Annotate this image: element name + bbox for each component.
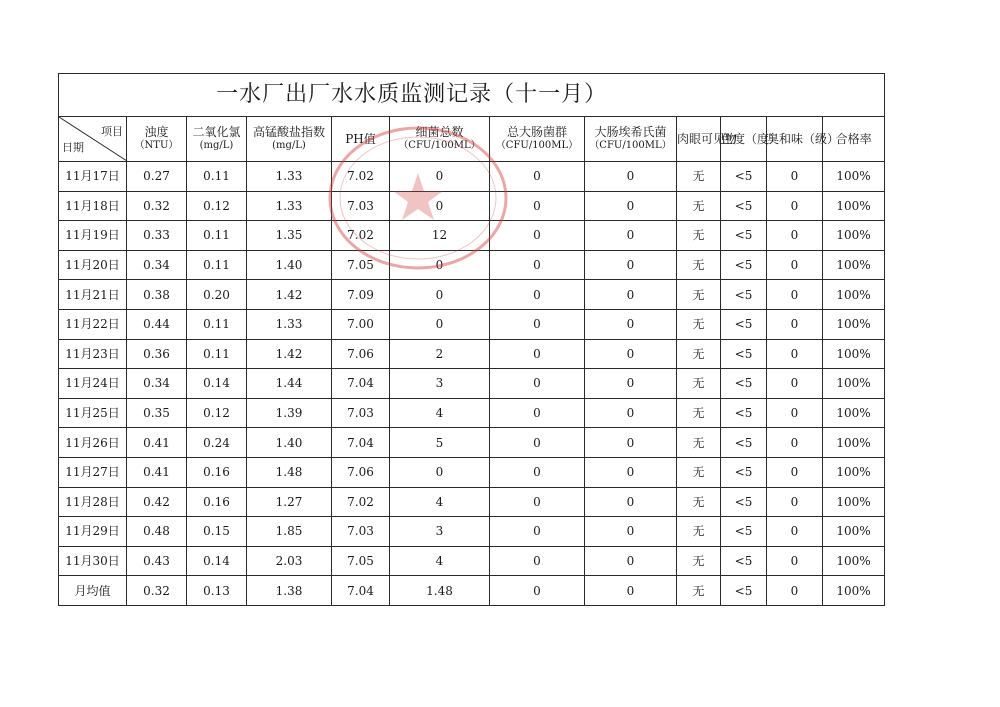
- table-row: [59, 517, 885, 547]
- table-row: [59, 546, 885, 576]
- table-cell: 4: [390, 398, 490, 428]
- table-cell: 0: [490, 428, 585, 458]
- table-cell: 0: [767, 457, 823, 487]
- table-cell: 0: [767, 162, 823, 192]
- table-cell: 0: [390, 250, 490, 280]
- water-quality-record-sheet: [58, 73, 884, 606]
- table-cell: <5: [721, 546, 767, 576]
- table-cell: 无: [677, 517, 721, 547]
- table-cell: 0.12: [187, 398, 247, 428]
- table-cell: 100%: [823, 250, 885, 280]
- column-header-unit: (mg/L): [272, 140, 306, 151]
- table-row: [59, 457, 885, 487]
- table-cell: 100%: [823, 457, 885, 487]
- column-header-unit: （NTU）: [134, 140, 179, 151]
- table-row: [59, 369, 885, 399]
- table-cell: 0: [585, 339, 677, 369]
- column-header-label: 细菌总数: [415, 125, 464, 139]
- table-cell: 无: [677, 280, 721, 310]
- column-header: [187, 117, 247, 162]
- table-cell: 0.14: [187, 546, 247, 576]
- column-header-label: 浊度: [144, 125, 169, 139]
- table-cell: 0: [767, 221, 823, 251]
- row-date-cell: 11月23日: [59, 339, 127, 369]
- column-header-unit: （CFU/100ML）: [398, 140, 481, 151]
- row-date-cell: 11月21日: [59, 280, 127, 310]
- corner-label-date: 日期: [62, 141, 84, 154]
- table-cell: 0: [767, 517, 823, 547]
- column-header: [677, 117, 738, 162]
- table-cell: 7.04: [332, 369, 390, 399]
- table-cell: 0: [585, 280, 677, 310]
- row-date-cell: 11月19日: [59, 221, 127, 251]
- table-cell: 100%: [823, 576, 885, 606]
- table-cell: 0: [390, 162, 490, 192]
- table-cell: 7.05: [332, 250, 390, 280]
- header-row: [59, 117, 885, 162]
- table-cell: 0: [490, 309, 585, 339]
- table-cell: 无: [677, 339, 721, 369]
- page-title: [59, 74, 885, 117]
- table-cell: 0: [767, 280, 823, 310]
- table-cell: 100%: [823, 428, 885, 458]
- table-cell: 0.15: [187, 517, 247, 547]
- table-cell: 0.20: [187, 280, 247, 310]
- table-cell: 7.04: [332, 428, 390, 458]
- table-cell: 0.11: [187, 309, 247, 339]
- table-row: [59, 162, 885, 192]
- table-cell: <5: [721, 487, 767, 517]
- table-cell: 0: [585, 369, 677, 399]
- table-cell: 0: [490, 546, 585, 576]
- table-cell: 无: [677, 250, 721, 280]
- table-cell: 无: [677, 221, 721, 251]
- table-cell: 0: [490, 339, 585, 369]
- table-cell: 0: [585, 309, 677, 339]
- row-date-cell: 11月22日: [59, 309, 127, 339]
- table-cell: 100%: [823, 398, 885, 428]
- table-cell: 0: [490, 398, 585, 428]
- table-cell: 2.03: [247, 546, 332, 576]
- table-cell: <5: [721, 250, 767, 280]
- table-cell: 无: [677, 369, 721, 399]
- table-cell: <5: [721, 576, 767, 606]
- table-cell: 0: [390, 309, 490, 339]
- column-header: [390, 117, 490, 162]
- table-cell: 0: [490, 457, 585, 487]
- table-cell: 0: [585, 428, 677, 458]
- table-cell: 1.38: [247, 576, 332, 606]
- table-cell: 0.48: [127, 517, 187, 547]
- table-cell: 无: [677, 546, 721, 576]
- row-date-cell: 11月20日: [59, 250, 127, 280]
- table-cell: 1.44: [247, 369, 332, 399]
- table-cell: 0.24: [187, 428, 247, 458]
- table-cell: 0: [390, 457, 490, 487]
- table-cell: 7.09: [332, 280, 390, 310]
- column-header-label: 总大肠菌群: [506, 125, 567, 139]
- table-cell: 0: [490, 191, 585, 221]
- row-date-cell: 11月26日: [59, 428, 127, 458]
- table-cell: 0.32: [127, 191, 187, 221]
- table-cell: 0: [767, 546, 823, 576]
- column-header-label: 大肠埃希氏菌: [594, 125, 667, 139]
- column-header-label: 色度（度）: [721, 132, 782, 146]
- table-cell: 0.41: [127, 457, 187, 487]
- table-cell: 100%: [823, 517, 885, 547]
- table-cell: 0: [767, 191, 823, 221]
- table-cell: 1.48: [247, 457, 332, 487]
- table-cell: 无: [677, 487, 721, 517]
- table-cell: 0.16: [187, 487, 247, 517]
- table-cell: 100%: [823, 309, 885, 339]
- table-cell: 0: [490, 162, 585, 192]
- table-cell: 0: [490, 517, 585, 547]
- table-cell: <5: [721, 221, 767, 251]
- table-cell: 0: [767, 339, 823, 369]
- table-cell: 7.06: [332, 339, 390, 369]
- table-cell: 0: [767, 369, 823, 399]
- table-cell: 2: [390, 339, 490, 369]
- table-cell: 0.44: [127, 309, 187, 339]
- table-row: [59, 309, 885, 339]
- title-text: 一水厂出厂水水质监测记录（十一月）: [216, 82, 608, 107]
- table-cell: 7.03: [332, 398, 390, 428]
- column-header-label: 二氧化氯: [192, 125, 241, 139]
- table-cell: 100%: [823, 191, 885, 221]
- column-header: [721, 117, 782, 162]
- table-cell: 0: [767, 487, 823, 517]
- column-header: [247, 117, 332, 162]
- row-date-cell: 11月30日: [59, 546, 127, 576]
- table-cell: 0.42: [127, 487, 187, 517]
- table-row: [59, 398, 885, 428]
- table-cell: <5: [721, 339, 767, 369]
- table-cell: 100%: [823, 280, 885, 310]
- table-cell: 0.11: [187, 339, 247, 369]
- table-cell: 1.35: [247, 221, 332, 251]
- table-row: [59, 339, 885, 369]
- table-cell: 0: [585, 162, 677, 192]
- table-cell: 0.27: [127, 162, 187, 192]
- table-cell: 无: [677, 309, 721, 339]
- table-cell: <5: [721, 457, 767, 487]
- table-cell: 0: [767, 398, 823, 428]
- table-cell: <5: [721, 280, 767, 310]
- row-date-cell: 11月17日: [59, 162, 127, 192]
- table-cell: 0: [585, 250, 677, 280]
- table-cell: 100%: [823, 221, 885, 251]
- table-cell: 0.41: [127, 428, 187, 458]
- table-cell: 0.34: [127, 250, 187, 280]
- table-cell: 5: [390, 428, 490, 458]
- row-date-cell: 11月18日: [59, 191, 127, 221]
- monthly-average-row: [59, 576, 885, 606]
- table-cell: 12: [390, 221, 490, 251]
- table-row: [59, 250, 885, 280]
- table-cell: 4: [390, 546, 490, 576]
- table-cell: 0: [767, 576, 823, 606]
- table-cell: 7.03: [332, 517, 390, 547]
- table-cell: 0.34: [127, 369, 187, 399]
- table-cell: 0: [490, 280, 585, 310]
- table-cell: 0.43: [127, 546, 187, 576]
- table-cell: 0.33: [127, 221, 187, 251]
- table-cell: 100%: [823, 487, 885, 517]
- column-header: [332, 117, 390, 162]
- table-cell: 无: [677, 398, 721, 428]
- table-cell: 0: [490, 250, 585, 280]
- column-header-unit: （CFU/100ML）: [495, 140, 579, 151]
- column-header: [127, 117, 187, 162]
- table-cell: 无: [677, 191, 721, 221]
- table-cell: <5: [721, 369, 767, 399]
- table-row: [59, 221, 885, 251]
- column-header-label: 肉眼可见物: [677, 132, 738, 146]
- table-cell: 0.11: [187, 250, 247, 280]
- table-cell: 100%: [823, 339, 885, 369]
- table-cell: 1.40: [247, 428, 332, 458]
- table-cell: 100%: [823, 546, 885, 576]
- table-cell: 1.42: [247, 280, 332, 310]
- table-cell: 0: [767, 428, 823, 458]
- column-header-label: 合格率: [835, 132, 872, 146]
- column-header-unit: （CFU/100ML）: [589, 140, 672, 151]
- table-cell: 0: [767, 309, 823, 339]
- table-cell: 0: [585, 487, 677, 517]
- table-cell: 无: [677, 162, 721, 192]
- table-row: [59, 191, 885, 221]
- table-cell: 1.27: [247, 487, 332, 517]
- table-cell: 0.13: [187, 576, 247, 606]
- table-cell: 0: [490, 576, 585, 606]
- table-cell: 7.03: [332, 191, 390, 221]
- table-cell: <5: [721, 309, 767, 339]
- table-cell: 7.02: [332, 221, 390, 251]
- row-date-cell: 11月27日: [59, 457, 127, 487]
- table-cell: 7.00: [332, 309, 390, 339]
- table-cell: 0.32: [127, 576, 187, 606]
- corner-label-item: 项目: [101, 125, 123, 138]
- table-row: [59, 487, 885, 517]
- table-cell: 0: [767, 250, 823, 280]
- table-row: [59, 428, 885, 458]
- table-cell: 0.35: [127, 398, 187, 428]
- table-cell: 0.12: [187, 191, 247, 221]
- table-cell: 1.48: [390, 576, 490, 606]
- table-cell: 0.14: [187, 369, 247, 399]
- table-cell: 0: [585, 457, 677, 487]
- table-cell: 7.06: [332, 457, 390, 487]
- table-cell: 4: [390, 487, 490, 517]
- table-cell: 0: [390, 191, 490, 221]
- table-cell: <5: [721, 428, 767, 458]
- table-cell: 0.38: [127, 280, 187, 310]
- column-header: [490, 117, 585, 162]
- row-date-cell: 11月28日: [59, 487, 127, 517]
- column-header-label: 臭和味（级）: [767, 132, 840, 146]
- table-cell: 无: [677, 457, 721, 487]
- table-cell: 无: [677, 428, 721, 458]
- table-cell: 1.33: [247, 162, 332, 192]
- row-date-cell: 11月24日: [59, 369, 127, 399]
- table-cell: 7.02: [332, 487, 390, 517]
- column-header-label: 高锰酸盐指数: [252, 125, 325, 139]
- table-cell: 无: [677, 576, 721, 606]
- table-cell: 1.33: [247, 309, 332, 339]
- table-cell: 0: [490, 221, 585, 251]
- table-cell: 100%: [823, 369, 885, 399]
- table-cell: 0: [585, 576, 677, 606]
- table-cell: 3: [390, 369, 490, 399]
- table-cell: 7.05: [332, 546, 390, 576]
- table-row: [59, 280, 885, 310]
- row-date-cell: 11月25日: [59, 398, 127, 428]
- column-header: [767, 117, 840, 162]
- table-cell: 0: [490, 487, 585, 517]
- table-cell: 7.02: [332, 162, 390, 192]
- table-cell: 0: [585, 546, 677, 576]
- column-header-label: PH值: [345, 132, 376, 146]
- table-cell: 0: [585, 191, 677, 221]
- water-quality-table: [58, 73, 885, 606]
- table-cell: <5: [721, 191, 767, 221]
- table-cell: 3: [390, 517, 490, 547]
- table-body: [59, 74, 885, 606]
- corner-header-cell: [59, 117, 127, 162]
- column-header-unit: (mg/L): [199, 140, 234, 151]
- row-date-cell: 11月29日: [59, 517, 127, 547]
- table-cell: 1.40: [247, 250, 332, 280]
- table-cell: 0: [585, 517, 677, 547]
- table-cell: 100%: [823, 162, 885, 192]
- table-cell: <5: [721, 162, 767, 192]
- table-cell: 0.11: [187, 221, 247, 251]
- table-cell: 1.33: [247, 191, 332, 221]
- table-cell: 0.11: [187, 162, 247, 192]
- table-cell: <5: [721, 517, 767, 547]
- table-cell: 0.36: [127, 339, 187, 369]
- row-date-cell: 月均值: [59, 576, 127, 606]
- table-cell: 1.42: [247, 339, 332, 369]
- table-cell: <5: [721, 398, 767, 428]
- column-header: [585, 117, 677, 162]
- table-cell: 1.39: [247, 398, 332, 428]
- table-cell: 1.85: [247, 517, 332, 547]
- table-cell: 0: [490, 369, 585, 399]
- table-cell: 0: [390, 280, 490, 310]
- table-cell: 0: [585, 221, 677, 251]
- table-cell: 7.04: [332, 576, 390, 606]
- table-cell: 0: [585, 398, 677, 428]
- table-cell: 0.16: [187, 457, 247, 487]
